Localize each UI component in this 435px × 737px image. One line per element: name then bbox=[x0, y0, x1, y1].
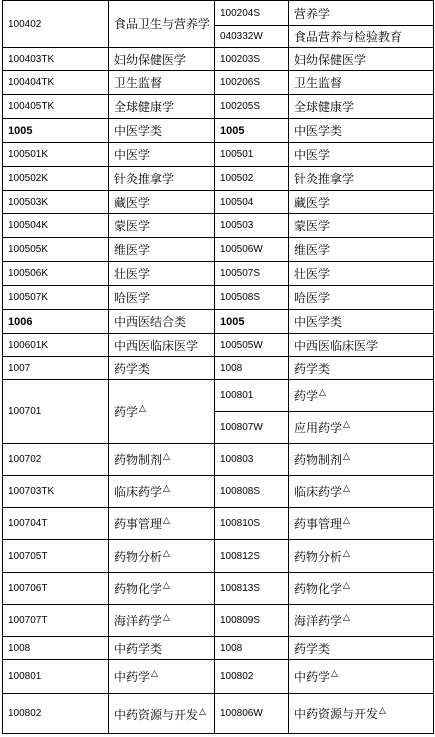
new-name-cell: 哈医学 bbox=[289, 286, 434, 310]
triangle-icon: △ bbox=[343, 420, 350, 430]
triangle-icon: △ bbox=[139, 404, 146, 414]
triangle-icon: △ bbox=[343, 484, 350, 494]
new-code-cell: 100204S bbox=[215, 1, 289, 26]
table-row bbox=[3, 143, 434, 167]
triangle-icon: △ bbox=[163, 581, 170, 591]
triangle-icon: △ bbox=[343, 581, 350, 591]
old-name-cell: 中药资源与开发△ bbox=[109, 694, 215, 734]
new-name-cell: 药物化学△ bbox=[289, 573, 434, 605]
new-code-cell: 1008 bbox=[215, 357, 289, 380]
table-row bbox=[3, 167, 434, 191]
table-row bbox=[3, 444, 434, 476]
old-name-cell: 中医学类 bbox=[109, 119, 215, 143]
table-row bbox=[3, 694, 434, 734]
new-code-cell: 1005 bbox=[215, 119, 289, 143]
new-name-cell: 蒙医学 bbox=[289, 214, 434, 238]
new-code-cell: 100809S bbox=[215, 605, 289, 637]
triangle-icon: △ bbox=[163, 516, 170, 526]
new-code-cell: 1008 bbox=[215, 637, 289, 660]
new-code-cell: 100813S bbox=[215, 573, 289, 605]
new-code-cell: 040332W bbox=[215, 26, 289, 48]
old-name-cell: 中药学类 bbox=[109, 637, 215, 660]
new-code-cell: 100803 bbox=[215, 444, 289, 476]
new-code-cell: 100502 bbox=[215, 167, 289, 191]
old-code-cell: 100703TK bbox=[3, 476, 109, 508]
new-name-cell: 全球健康学 bbox=[289, 95, 434, 119]
old-code-cell: 100601K bbox=[3, 334, 109, 357]
new-name-cell: 应用药学△ bbox=[289, 412, 434, 444]
new-code-cell: 100506W bbox=[215, 238, 289, 262]
triangle-icon: △ bbox=[343, 452, 350, 462]
table-row bbox=[3, 71, 434, 95]
table-row bbox=[3, 1, 434, 26]
old-name-cell: 药物分析△ bbox=[109, 540, 215, 573]
table-row bbox=[3, 476, 434, 508]
new-name-cell: 药学△ bbox=[289, 380, 434, 412]
new-name-cell: 中西医临床医学 bbox=[289, 334, 434, 357]
old-name-cell: 蒙医学 bbox=[109, 214, 215, 238]
new-code-cell: 100801 bbox=[215, 380, 289, 412]
old-code-cell: 100505K bbox=[3, 238, 109, 262]
new-name-cell: 壮医学 bbox=[289, 262, 434, 286]
old-code-cell: 100502K bbox=[3, 167, 109, 191]
triangle-icon: △ bbox=[199, 706, 206, 717]
new-code-cell: 100505W bbox=[215, 334, 289, 357]
old-code-cell: 100504K bbox=[3, 214, 109, 238]
old-name-cell: 藏医学 bbox=[109, 191, 215, 214]
triangle-icon: △ bbox=[343, 548, 350, 559]
old-code-cell: 100704T bbox=[3, 508, 109, 540]
new-name-cell: 药学类 bbox=[289, 357, 434, 380]
new-name-cell: 针灸推拿学 bbox=[289, 167, 434, 191]
old-code-cell: 100701 bbox=[3, 380, 109, 444]
old-code-cell: 100706T bbox=[3, 573, 109, 605]
old-code-cell: 100506K bbox=[3, 262, 109, 286]
old-code-cell: 1005 bbox=[3, 119, 109, 143]
triangle-icon: △ bbox=[163, 613, 170, 623]
old-code-cell: 100702 bbox=[3, 444, 109, 476]
table-row bbox=[3, 95, 434, 119]
triangle-icon: △ bbox=[379, 706, 386, 716]
new-code-cell: 100203S bbox=[215, 48, 289, 71]
old-name-cell: 药物制剂△ bbox=[109, 444, 215, 476]
new-code-cell: 100808S bbox=[215, 476, 289, 508]
new-name-cell: 中药资源与开发△ bbox=[289, 694, 434, 734]
old-name-cell: 海洋药学△ bbox=[109, 605, 215, 637]
old-code-cell: 100402 bbox=[3, 1, 109, 48]
table-row bbox=[3, 540, 434, 573]
new-name-cell: 食品营养与检验教育 bbox=[289, 26, 434, 48]
old-code-cell: 100503K bbox=[3, 191, 109, 214]
old-name-cell: 药事管理△ bbox=[109, 508, 215, 540]
new-code-cell: 100504 bbox=[215, 191, 289, 214]
triangle-icon: △ bbox=[163, 484, 170, 494]
new-name-cell: 药事管理△ bbox=[289, 508, 434, 540]
old-name-cell: 药学△ bbox=[109, 380, 215, 444]
new-code-cell: 100501 bbox=[215, 143, 289, 167]
new-code-cell: 100806W bbox=[215, 694, 289, 734]
new-name-cell: 药物分析△ bbox=[289, 540, 434, 573]
new-name-cell: 卫生监督 bbox=[289, 71, 434, 95]
old-code-cell: 1006 bbox=[3, 310, 109, 334]
new-code-cell: 100802 bbox=[215, 660, 289, 694]
table-row bbox=[3, 310, 434, 334]
old-name-cell: 食品卫生与营养学 bbox=[109, 1, 215, 48]
new-code-cell: 100206S bbox=[215, 71, 289, 95]
old-name-cell: 妇幼保健医学 bbox=[109, 48, 215, 71]
old-name-cell: 中西医临床医学 bbox=[109, 334, 215, 357]
table-row bbox=[3, 191, 434, 214]
new-name-cell: 海洋药学△ bbox=[289, 605, 434, 637]
triangle-icon: △ bbox=[319, 388, 326, 398]
old-name-cell: 全球健康学 bbox=[109, 95, 215, 119]
old-name-cell: 药物化学△ bbox=[109, 573, 215, 605]
new-name-cell: 营养学 bbox=[289, 1, 434, 26]
old-name-cell: 中药学△ bbox=[109, 660, 215, 694]
old-code-cell: 100507K bbox=[3, 286, 109, 310]
old-name-cell: 哈医学 bbox=[109, 286, 215, 310]
old-code-cell: 1008 bbox=[3, 637, 109, 660]
table-row bbox=[3, 334, 434, 357]
new-code-cell: 1005 bbox=[215, 310, 289, 334]
old-name-cell: 维医学 bbox=[109, 238, 215, 262]
old-code-cell: 100403TK bbox=[3, 48, 109, 71]
major-code-table bbox=[2, 0, 434, 734]
new-code-cell: 100810S bbox=[215, 508, 289, 540]
old-code-cell: 100405TK bbox=[3, 95, 109, 119]
old-name-cell: 药学类 bbox=[109, 357, 215, 380]
old-code-cell: 100707T bbox=[3, 605, 109, 637]
table-row bbox=[3, 48, 434, 71]
table-row bbox=[3, 573, 434, 605]
new-name-cell: 维医学 bbox=[289, 238, 434, 262]
old-name-cell: 中医学 bbox=[109, 143, 215, 167]
triangle-icon: △ bbox=[163, 452, 170, 462]
new-name-cell: 中医学类 bbox=[289, 119, 434, 143]
table-row bbox=[3, 660, 434, 694]
old-code-cell: 100802 bbox=[3, 694, 109, 734]
new-code-cell: 100812S bbox=[215, 540, 289, 573]
old-name-cell: 卫生监督 bbox=[109, 71, 215, 95]
old-code-cell: 100705T bbox=[3, 540, 109, 573]
table-row bbox=[3, 380, 434, 412]
table-row bbox=[3, 214, 434, 238]
new-name-cell: 中药学△ bbox=[289, 660, 434, 694]
table-row bbox=[3, 605, 434, 637]
new-name-cell: 中医学 bbox=[289, 143, 434, 167]
new-name-cell: 藏医学 bbox=[289, 191, 434, 214]
new-name-cell: 药学类 bbox=[289, 637, 434, 660]
old-name-cell: 临床药学△ bbox=[109, 476, 215, 508]
old-name-cell: 壮医学 bbox=[109, 262, 215, 286]
old-code-cell: 100404TK bbox=[3, 71, 109, 95]
triangle-icon: △ bbox=[343, 516, 350, 526]
new-code-cell: 100507S bbox=[215, 262, 289, 286]
table-row bbox=[3, 637, 434, 660]
triangle-icon: △ bbox=[163, 548, 170, 559]
table-row bbox=[3, 238, 434, 262]
old-code-cell: 100501K bbox=[3, 143, 109, 167]
old-code-cell: 100801 bbox=[3, 660, 109, 694]
new-code-cell: 100807W bbox=[215, 412, 289, 444]
old-name-cell: 针灸推拿学 bbox=[109, 167, 215, 191]
new-code-cell: 100508S bbox=[215, 286, 289, 310]
new-code-cell: 100503 bbox=[215, 214, 289, 238]
table-row bbox=[3, 262, 434, 286]
new-name-cell: 妇幼保健医学 bbox=[289, 48, 434, 71]
table-row bbox=[3, 119, 434, 143]
table-row bbox=[3, 508, 434, 540]
triangle-icon: △ bbox=[343, 613, 350, 623]
new-code-cell: 100205S bbox=[215, 95, 289, 119]
triangle-icon: △ bbox=[151, 669, 158, 679]
new-name-cell: 药物制剂△ bbox=[289, 444, 434, 476]
old-code-cell: 1007 bbox=[3, 357, 109, 380]
table-row bbox=[3, 286, 434, 310]
new-name-cell: 临床药学△ bbox=[289, 476, 434, 508]
new-name-cell: 中医学类 bbox=[289, 310, 434, 334]
old-name-cell: 中西医结合类 bbox=[109, 310, 215, 334]
triangle-icon: △ bbox=[331, 669, 338, 679]
table-row bbox=[3, 357, 434, 380]
